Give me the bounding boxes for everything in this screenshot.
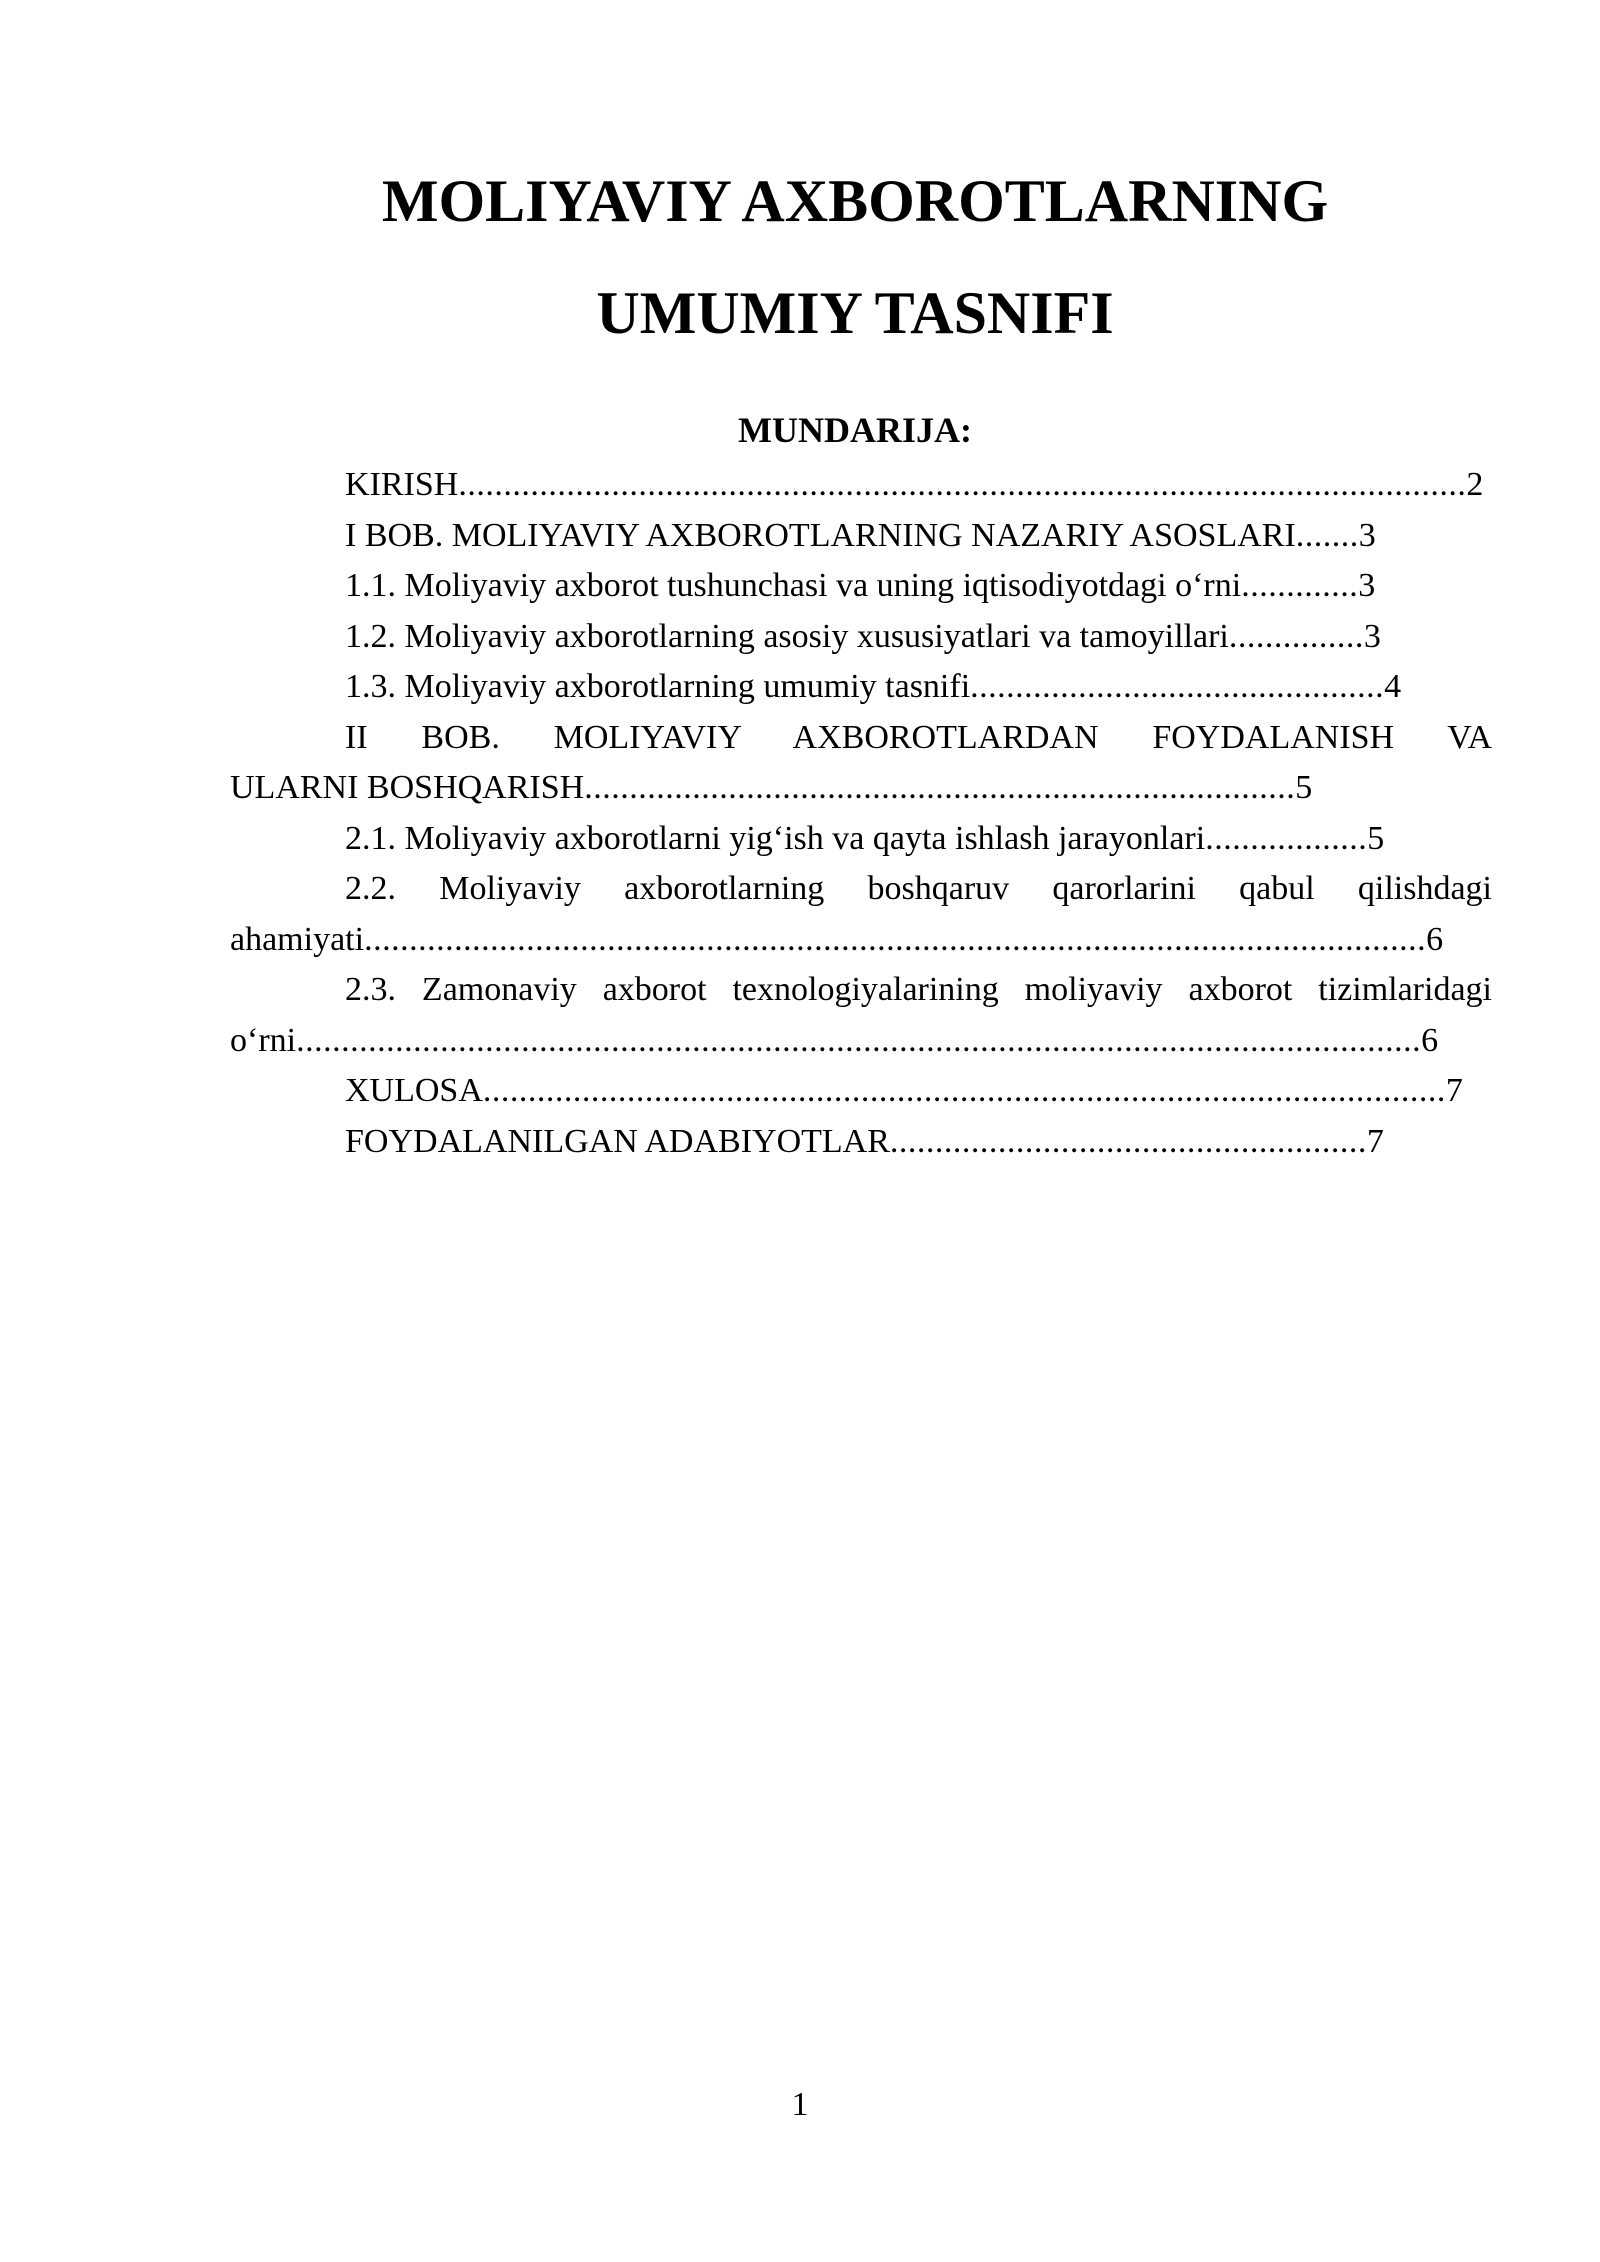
toc-page-number: 4	[1384, 668, 1402, 705]
toc-entry-1-2[interactable]	[230, 612, 1492, 663]
toc-entry-2-1[interactable]	[230, 814, 1492, 865]
toc-entry-title: FOYDALANILGAN ADABIYOTLAR	[345, 1122, 890, 1160]
toc-leader-dots: ......................................................................................................................	[364, 920, 1427, 958]
toc-leader-dots: .......	[1295, 516, 1359, 554]
toc-entry-chapter-1[interactable]	[230, 511, 1492, 562]
toc-entry-title: 1.2. Moliyaviy axborotlarning asosiy xususiyatlari va tamoyillari	[345, 617, 1229, 655]
toc-entry-adabiyotlar[interactable]	[230, 1117, 1492, 1168]
page-number: 1	[791, 2086, 809, 2123]
toc-entry-kirish[interactable]	[230, 460, 1492, 511]
toc-entry-title: XULOSA	[345, 1072, 483, 1109]
toc-leader-dots: ...........................................................................................................	[482, 1072, 1446, 1109]
toc-page-number: 3	[1363, 617, 1381, 655]
toc-entry-title-line-2-row	[230, 763, 1492, 814]
title-line-1: MOLIYAVIY AXBOROTLARNING	[381, 168, 1329, 234]
toc-page-number: 5	[1295, 769, 1313, 806]
toc-entry-title-line-2-row	[230, 915, 1492, 966]
toc-page-number: 3	[1358, 516, 1376, 554]
toc-entry-xulosa[interactable]	[230, 1066, 1492, 1117]
toc-leader-dots: ..................	[1205, 819, 1368, 857]
toc-leader-dots: ...............................................................................	[584, 769, 1296, 806]
toc-page-number: 6	[1426, 920, 1444, 958]
toc-page-number: 6	[1421, 1021, 1439, 1059]
toc-entry-title-line-2: ahamiyati	[230, 920, 365, 958]
toc-entry-title-line-2-row	[230, 1016, 1492, 1067]
toc-entry-1-1[interactable]	[230, 561, 1492, 612]
toc-page-number: 2	[1466, 466, 1484, 503]
toc-page-number: 5	[1367, 819, 1385, 857]
toc-entry-2-3[interactable]	[230, 965, 1492, 1066]
toc-leader-dots: ..............................................	[970, 668, 1385, 705]
toc-entry-title-line-1: 2.3. Zamonaviy axborot texnologiyalarining moliyaviy axborot tizimlaridagi	[345, 971, 1492, 1008]
toc-entry-chapter-2[interactable]	[230, 713, 1492, 814]
toc-leader-dots: .....................................................	[889, 1122, 1367, 1160]
toc-leader-dots: .............................................................................................................................	[296, 1021, 1422, 1059]
toc-entry-title-line-2: o‘rni	[230, 1021, 297, 1059]
toc-heading: MUNDARIJA:	[738, 410, 972, 450]
toc-leader-dots: ...............	[1228, 617, 1364, 655]
table-of-contents	[230, 460, 1492, 1167]
document-title	[230, 145, 1480, 369]
toc-entry-2-2[interactable]	[230, 864, 1492, 965]
toc-entry-1-3[interactable]	[230, 662, 1492, 713]
toc-entry-title-line-2: ULARNI BOSHQARISH	[230, 769, 585, 806]
title-line-2: UMUMIY TASNIFI	[596, 280, 1114, 346]
toc-entry-title-line-1: 2.2. Moliyaviy axborotlarning boshqaruv qarorlarini qabul qilishdagi	[345, 870, 1492, 907]
toc-entry-title: 1.3. Moliyaviy axborotlarning umumiy tasnifi	[345, 668, 971, 705]
toc-page-number: 3	[1358, 567, 1376, 604]
toc-page-number: 7	[1445, 1072, 1463, 1109]
toc-page-number: 7	[1366, 1122, 1384, 1160]
toc-leader-dots: .............	[1241, 567, 1359, 604]
toc-entry-title: 1.1. Moliyaviy axborot tushunchasi va uning iqtisodiyotdagi o‘rni	[345, 567, 1242, 604]
toc-entry-title: I BOB. MOLIYAVIY AXBOROTLARNING NAZARIY ASOSLARI	[345, 516, 1296, 554]
toc-entry-title-line-1: II BOB. MOLIYAVIY AXBOROTLARDAN FOYDALANISH VA	[345, 718, 1492, 756]
toc-entry-title: 2.1. Moliyaviy axborotlarni yig‘ish va qayta ishlash jarayonlari	[345, 819, 1206, 857]
toc-leader-dots: ................................................................................................................	[458, 466, 1467, 503]
toc-entry-title: KIRISH	[345, 466, 459, 503]
